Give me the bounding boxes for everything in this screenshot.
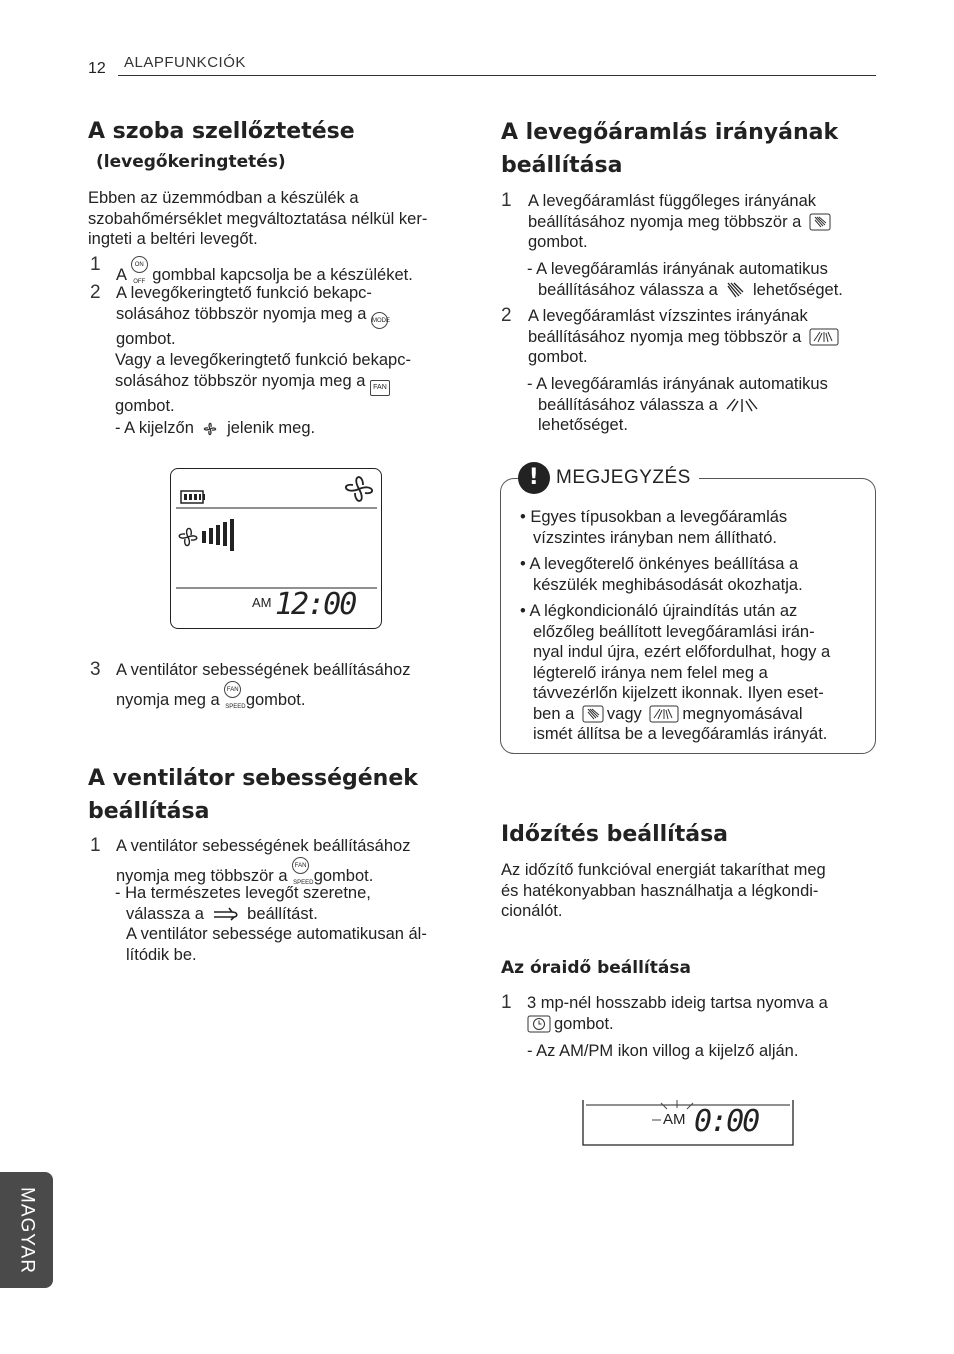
fan-speed-heading: A ventilátor sebességének beállítása [88,766,418,824]
step-number: 2 [90,282,101,303]
page-number: 12 [88,60,106,77]
horizontal-auto-swing-icon [725,396,759,414]
airflow-heading: A levegőáramlás irányának beállítása [501,120,839,178]
step-number: 1 [90,254,101,275]
airflow-step1: A levegőáramlást függőleges irányának beállításához nyomja meg többször a gombot. [528,191,834,253]
language-tab-label: MAGYAR [16,1186,38,1274]
note-bullet-1: • Egyes típusokban a levegőáramlás vízszintes irányban nem állítható. [520,508,788,547]
section-title: ALAPFUNKCIÓK [124,54,246,71]
step-number: 1 [90,835,101,856]
ventilation-intro: Ebben az üzemmódban a készülék a szobahőmérséklet megváltoztatása nélkül ker- ingteti a beltéri levegőt. [88,189,428,248]
ventilation-display-note: - A kijelzőn jelenik meg. [115,419,316,437]
battery-icon [181,491,205,503]
natural-wind-icon [212,906,240,922]
clock-button-icon [527,1015,551,1033]
horizontal-swing-button-icon [649,705,679,723]
ventilation-subheading: (levegőkeringtetés) [96,152,286,172]
lcd-am-label: AM [252,595,272,610]
horizontal-swing-button-icon [809,328,839,346]
note-bullet-2: • A levegőterelő önkényes beállítása a készülék meghibásodását okozhatja. [520,555,803,594]
step-number: 3 [90,659,101,680]
timer-intro: Az időzítő funkcióval energiát takaríthat meg és hatékonyabban használhatja a légkondi- cionálót. [501,861,826,920]
lcd-fan-icon [346,477,372,501]
step-number: 1 [501,190,512,211]
exclamation-icon: ! [518,462,550,494]
step-number: 1 [501,992,512,1013]
fan-speed-sub: - Ha természetes levegőt szeretne, válassza a beállítást. A ventilátor sebessége automatikusan ál- lítódik be. [115,884,427,964]
header-rule [118,75,876,76]
ventilation-step3: A ventilátor sebességének beállításához nyomja meg a FAN SPEED gombot. [116,661,411,710]
clock-lcd-display [582,1100,794,1146]
ventilation-step1: A ON OFF gombbal kapcsolja be a készüléket. [116,256,413,286]
clock-lcd-graphic [582,1100,794,1146]
vertical-swing-button-icon [582,705,604,723]
note-header: ! MEGJEGYZÉS [518,462,699,494]
lcd-time: 12:00 [275,587,356,622]
timer-step1: 3 mp-nél hosszabb ideig tartsa nyomva a gombot. [527,994,828,1033]
step-number: 2 [501,305,512,326]
clock-lcd-am-label: AM [663,1111,686,1128]
lcd-small-fan-icon [179,528,196,545]
fan-speed-button-icon: FAN SPEED [224,681,241,698]
clock-lcd-time: 0:00 [694,1104,759,1139]
lcd-display [170,468,382,629]
ventilation-alt: Vagy a levegőkeringtető funkció bekapc- solásához többször nyomja meg a FAN gombot. [115,351,411,415]
ventilation-heading: A szoba szellőztetése [88,119,355,144]
fan-speed-step1: A ventilátor sebességének beállításához nyomja meg többször a FAN SPEED gombot. [116,837,411,886]
note-bullet-3: • A légkondicionáló újraindítás után az előzőleg beállított levegőáramlási irán- nyal indul újra, ezért előfordulhat, hogy a légterelő iránya nem felel meg a távvezérlőn kijelzett ikonnak. Ilyen eset- ben a vagy megnyomásával ismét állítsa be a levegőáramlás irányát. [520,602,831,743]
vertical-auto-swing-icon [725,281,745,299]
on-off-button-icon: ON OFF [131,256,148,273]
vertical-swing-button-icon [809,213,831,231]
timer-heading: Időzítés beállítása [501,822,729,847]
fan-button-icon: FAN [370,380,390,396]
clock-subheading: Az óraidő beállítása [501,958,691,978]
fan-speed-button-icon: FAN SPEED [292,857,309,874]
fan-icon [201,420,219,438]
timer-step1-sub: - Az AM/PM ikon villog a kijelző alján. [527,1042,799,1060]
fan-speed-bars [202,519,234,551]
airflow-step2: A levegőáramlást vízszintes irányának beállításához nyomja meg többször a gombot. [528,306,842,368]
mode-button-icon: MODE [371,312,388,329]
ventilation-step2: A levegőkeringtető funkció bekapc- solásához többször nyomja meg a MODE gombot. [116,284,390,348]
airflow-step2-sub: - A levegőáramlás irányának automatikus beállításához válassza a lehetőséget. [527,375,828,434]
language-tab [0,1172,53,1288]
airflow-step1-sub: - A levegőáramlás irányának automatikus beállításához válassza a lehetőséget. [527,260,843,299]
